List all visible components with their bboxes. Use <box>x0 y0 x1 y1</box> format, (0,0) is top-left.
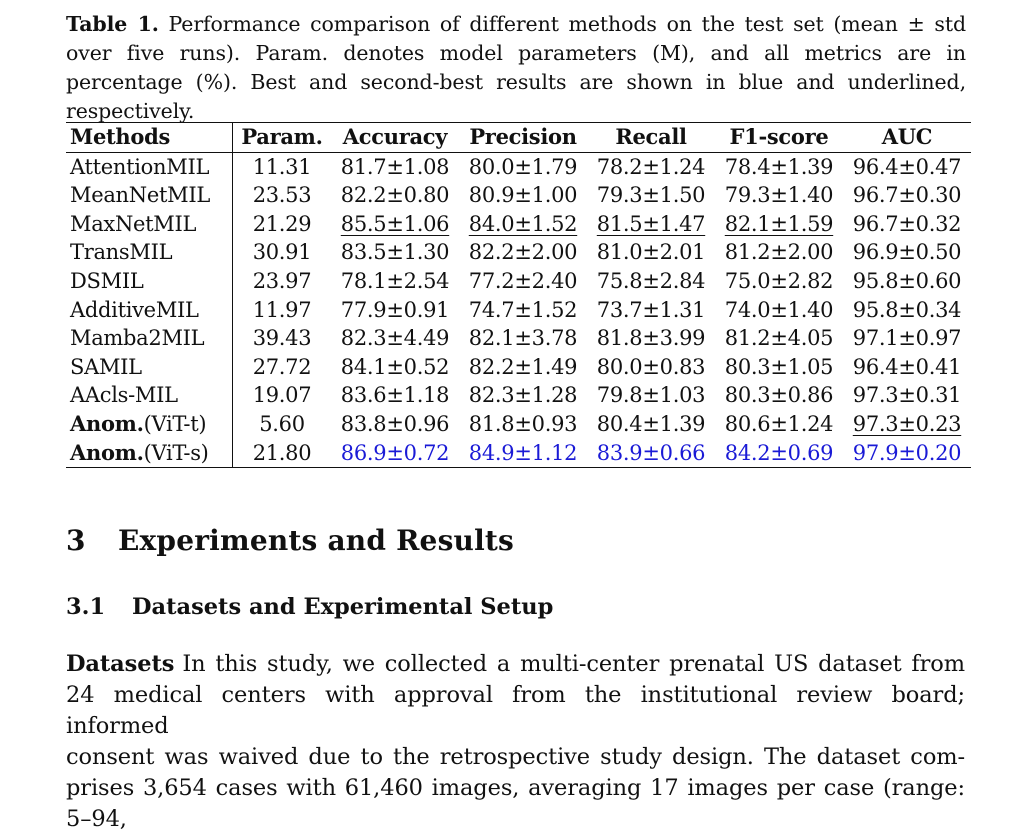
cell-value: 79.3±1.50 <box>596 183 706 208</box>
header-recall: Recall <box>587 123 715 153</box>
cell-accuracy <box>331 296 459 325</box>
method-name: AdditiveMIL <box>70 297 199 322</box>
table-row <box>66 296 971 325</box>
cell-value: 81.8±0.93 <box>468 411 578 436</box>
method-name: AAcls-MIL <box>70 383 178 408</box>
datasets-paragraph <box>66 649 965 835</box>
cell-value: 23.97 <box>252 268 312 293</box>
cell-value: 96.4±0.41 <box>852 354 962 379</box>
caption-text: Performance comparison of different methods on the test set (mean ± std over five runs). Param. denotes model parameters (M), and all metrics are in percentage (%). Best and second-best results are shown in blue and underlined, respectively. <box>66 12 967 123</box>
table-row <box>66 238 971 267</box>
cell-param <box>233 296 332 325</box>
cell-value: 79.8±1.03 <box>596 383 706 408</box>
method-name: DSMIL <box>70 268 144 293</box>
cell-value: 75.8±2.84 <box>596 268 706 293</box>
cell-value: 79.3±1.40 <box>724 183 834 208</box>
cell-value: 97.3±0.31 <box>852 383 962 408</box>
table-row <box>66 381 971 410</box>
cell-recall <box>587 181 715 210</box>
cell-method <box>66 210 233 239</box>
cell-precision <box>459 210 587 239</box>
cell-f1 <box>715 210 843 239</box>
cell-value: 74.0±1.40 <box>724 297 834 322</box>
cell-value: 84.1±0.52 <box>340 354 450 379</box>
cell-value: 5.60 <box>259 411 305 436</box>
cell-accuracy <box>331 353 459 382</box>
cell-recall <box>587 324 715 353</box>
cell-method <box>66 238 233 267</box>
cell-value: 95.8±0.60 <box>852 268 962 293</box>
cell-f1 <box>715 324 843 353</box>
cell-recall <box>587 410 715 439</box>
cell-f1 <box>715 152 843 181</box>
cell-f1 <box>715 267 843 296</box>
paragraph-line: 24 medical centers with approval from the institutional review board; informed <box>66 682 965 739</box>
paragraph-line <box>66 649 965 680</box>
cell-value: 81.7±1.08 <box>340 154 450 179</box>
cell-auc <box>843 410 971 439</box>
cell-recall <box>587 296 715 325</box>
paragraph-line-text: In this study, we collected a multi-center prenatal US dataset from <box>182 651 965 677</box>
cell-method <box>66 152 233 181</box>
cell-value: 21.80 <box>252 440 312 465</box>
cell-value: 84.2±0.69 <box>724 440 834 465</box>
method-name-bold: Anom. <box>70 439 144 465</box>
cell-auc <box>843 152 971 181</box>
cell-value: 19.07 <box>252 383 312 408</box>
cell-f1 <box>715 181 843 210</box>
cell-value: 81.2±2.00 <box>724 240 834 265</box>
subsection-number: 3.1 <box>66 594 106 620</box>
cell-recall <box>587 238 715 267</box>
caption-label: Table 1. <box>66 12 159 36</box>
cell-value: 80.3±0.86 <box>724 383 834 408</box>
cell-value: 74.7±1.52 <box>468 297 578 322</box>
cell-value: 81.0±2.01 <box>596 240 706 265</box>
method-name-bold: Anom. <box>70 410 144 436</box>
paragraph-heading: Datasets <box>66 651 175 677</box>
cell-precision <box>459 410 587 439</box>
cell-value: 78.1±2.54 <box>340 268 450 293</box>
cell-f1 <box>715 353 843 382</box>
cell-value: 96.4±0.47 <box>852 154 962 179</box>
cell-param <box>233 238 332 267</box>
table-row <box>66 324 971 353</box>
cell-value: 96.9±0.50 <box>852 240 962 265</box>
cell-method <box>66 439 233 468</box>
cell-f1 <box>715 410 843 439</box>
header-param: Param. <box>233 123 332 153</box>
cell-value: 97.9±0.20 <box>852 440 962 465</box>
cell-param <box>233 410 332 439</box>
cell-value: 27.72 <box>252 354 312 379</box>
cell-method <box>66 410 233 439</box>
cell-method <box>66 324 233 353</box>
cell-accuracy <box>331 410 459 439</box>
cell-method <box>66 296 233 325</box>
table-row <box>66 353 971 382</box>
cell-value: 83.5±1.30 <box>340 240 450 265</box>
cell-precision <box>459 181 587 210</box>
cell-value: 11.31 <box>252 154 312 179</box>
subsection-heading <box>66 594 553 620</box>
cell-param <box>233 181 332 210</box>
cell-value: 82.2±1.49 <box>468 354 578 379</box>
header-accuracy: Accuracy <box>331 123 459 153</box>
cell-value: 77.9±0.91 <box>340 297 450 322</box>
cell-value: 96.7±0.32 <box>852 211 962 236</box>
cell-accuracy <box>331 267 459 296</box>
section-heading <box>66 524 514 557</box>
cell-value: 39.43 <box>252 326 312 351</box>
cell-accuracy <box>331 238 459 267</box>
cell-auc <box>843 181 971 210</box>
method-name: MaxNetMIL <box>70 211 197 236</box>
table-row <box>66 210 971 239</box>
method-name: (ViT-t) <box>143 411 207 436</box>
cell-recall <box>587 353 715 382</box>
cell-method <box>66 381 233 410</box>
table-row <box>66 439 971 468</box>
cell-value: 82.3±4.49 <box>340 326 450 351</box>
cell-param <box>233 439 332 468</box>
cell-param <box>233 353 332 382</box>
cell-value: 82.2±2.00 <box>468 240 578 265</box>
cell-value: 23.53 <box>252 183 312 208</box>
cell-precision <box>459 324 587 353</box>
cell-param <box>233 210 332 239</box>
cell-value: 83.9±0.66 <box>596 440 706 465</box>
cell-value: 80.4±1.39 <box>596 411 706 436</box>
paragraph-line: consent was waived due to the retrospective study design. The dataset com- <box>66 744 965 770</box>
header-f1-score: F1-score <box>715 123 843 153</box>
cell-value: 77.2±2.40 <box>468 268 578 293</box>
cell-method <box>66 267 233 296</box>
cell-value: 97.1±0.97 <box>852 326 962 351</box>
cell-value: 30.91 <box>252 240 312 265</box>
cell-auc <box>843 238 971 267</box>
cell-param <box>233 381 332 410</box>
cell-auc <box>843 324 971 353</box>
cell-value: 86.9±0.72 <box>340 440 450 465</box>
table-row <box>66 181 971 210</box>
cell-recall <box>587 210 715 239</box>
cell-value: 78.2±1.24 <box>596 154 706 179</box>
cell-auc <box>843 210 971 239</box>
cell-accuracy <box>331 152 459 181</box>
cell-value: 21.29 <box>252 211 312 236</box>
cell-f1 <box>715 238 843 267</box>
cell-auc <box>843 353 971 382</box>
cell-precision <box>459 296 587 325</box>
cell-param <box>233 152 332 181</box>
cell-value: 80.6±1.24 <box>724 411 834 436</box>
header-auc: AUC <box>843 123 971 153</box>
cell-accuracy <box>331 210 459 239</box>
table-body <box>66 152 971 468</box>
cell-param <box>233 324 332 353</box>
method-name: AttentionMIL <box>70 154 210 179</box>
cell-recall <box>587 152 715 181</box>
cell-accuracy <box>331 181 459 210</box>
cell-value: 95.8±0.34 <box>852 297 962 322</box>
cell-value: 81.5±1.47 <box>596 211 706 236</box>
cell-auc <box>843 296 971 325</box>
table-row <box>66 267 971 296</box>
cell-value: 84.9±1.12 <box>468 440 578 465</box>
cell-f1 <box>715 439 843 468</box>
cell-value: 78.4±1.39 <box>724 154 834 179</box>
cell-precision <box>459 152 587 181</box>
cell-method <box>66 353 233 382</box>
cell-precision <box>459 353 587 382</box>
section-title: Experiments and Results <box>118 524 515 557</box>
cell-param <box>233 267 332 296</box>
results-table <box>66 122 971 468</box>
cell-precision <box>459 267 587 296</box>
cell-f1 <box>715 381 843 410</box>
table-caption <box>66 10 966 126</box>
method-name: (ViT-s) <box>143 440 209 465</box>
cell-recall <box>587 439 715 468</box>
cell-value: 75.0±2.82 <box>724 268 834 293</box>
paragraph-line: prises 3,654 cases with 61,460 images, averaging 17 images per case (range: 5–94, <box>66 775 965 832</box>
cell-value: 82.3±1.28 <box>468 383 578 408</box>
cell-value: 83.6±1.18 <box>340 383 450 408</box>
cell-value: 97.3±0.23 <box>852 411 962 436</box>
cell-value: 81.8±3.99 <box>596 326 706 351</box>
cell-accuracy <box>331 381 459 410</box>
cell-value: 80.9±1.00 <box>468 183 578 208</box>
cell-auc <box>843 439 971 468</box>
cell-value: 80.3±1.05 <box>724 354 834 379</box>
cell-precision <box>459 381 587 410</box>
cell-value: 73.7±1.31 <box>596 297 706 322</box>
cell-value: 80.0±0.83 <box>596 354 706 379</box>
cell-f1 <box>715 296 843 325</box>
cell-value: 82.2±0.80 <box>340 183 450 208</box>
cell-value: 11.97 <box>252 297 312 322</box>
cell-auc <box>843 381 971 410</box>
header-methods: Methods <box>66 123 233 153</box>
header-precision: Precision <box>459 123 587 153</box>
table-row <box>66 152 971 181</box>
cell-precision <box>459 439 587 468</box>
cell-value: 82.1±3.78 <box>468 326 578 351</box>
method-name: MeanNetMIL <box>70 183 210 208</box>
cell-value: 96.7±0.30 <box>852 183 962 208</box>
table-row <box>66 410 971 439</box>
method-name: TransMIL <box>70 240 173 265</box>
cell-value: 80.0±1.79 <box>468 154 578 179</box>
cell-value: 84.0±1.52 <box>468 211 578 236</box>
cell-precision <box>459 238 587 267</box>
cell-method <box>66 181 233 210</box>
cell-accuracy <box>331 439 459 468</box>
cell-value: 82.1±1.59 <box>724 211 834 236</box>
cell-value: 85.5±1.06 <box>340 211 450 236</box>
cell-value: 81.2±4.05 <box>724 326 834 351</box>
cell-recall <box>587 381 715 410</box>
method-name: SAMIL <box>70 354 142 379</box>
cell-recall <box>587 267 715 296</box>
cell-auc <box>843 267 971 296</box>
section-number: 3 <box>66 524 86 557</box>
cell-accuracy <box>331 324 459 353</box>
table-header-row <box>66 123 971 153</box>
subsection-title: Datasets and Experimental Setup <box>132 594 554 620</box>
cell-value: 83.8±0.96 <box>340 411 450 436</box>
method-name: Mamba2MIL <box>70 326 205 351</box>
